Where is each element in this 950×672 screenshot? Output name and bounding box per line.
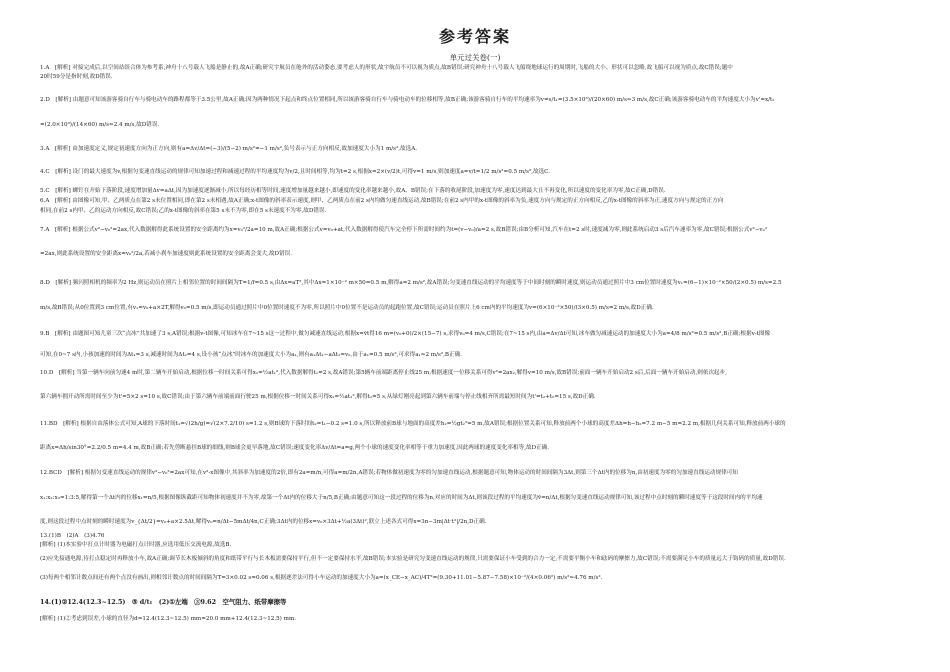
page-title: 参考答案: [438, 27, 511, 46]
answer-line: 度,则这段过程中点时刻的瞬时速度为v_{Δt/2}=v₀+a×2.5Δt,解得v₀=n/Δt−5mΔt/4n,C正确;3Δt内的位移x=v₀×3Δt+½a(3Δt)²,联立上述各式可得x=3n−3m|Δt·t²|/2n,D正确.: [40, 519, 487, 525]
answer-line: 相同,在前2 s内甲、乙的运动方向相反,故C错误;乙的x-t图像的斜率在第5 s末不为零,即在5 s末速度不为零,故D错误.: [40, 208, 327, 214]
answer-line: 3.A [解析] 由加速度定义,规定初速度方向为正方向,则有a=Δv/Δt=(−3)/(5−2) m/s²=−1 m/s²,负号表示与正方向相反,故加速度大小为1 m/s²,故选A.: [40, 146, 418, 152]
answer-line: 第六辆车拥开动所需时间至少为t'=5×2 s=10 s,故C错误;由于第六辆车前端前面行驶25 m,根据位移一时间关系可得x₂=½at₂²,解得t₂=5 s,从绿灯刚亮起到第六辆车前端与停止线相齐所需最短时间为t'=t₂+t₅=15 s,故D正确.: [40, 394, 596, 400]
answer-line: 8.D [解析] 频闪照相机的频率为2 Hz,则运动员在照片上相邻位置的时间间隔为T=1/f=0.5 s,由Δx=aT²,其中Δx=1×10⁻² m×50=0.5 m,解得a=2 m/s²,故A错误;匀变速直线运动的平均速度等于中间时刻的瞬时速度,则运动员通过照片中3 cm位置时速度为v₁=(6−1)×10⁻²×50/(2×0.5) m/s=2.5: [40, 280, 782, 286]
answer-line: 5.C [解析] 螺钉在开始下落阶段,速度增加量Δv=aΔt,因为加速度逐渐减小,所以每经历相等时间,速度增加量越来越小,即速度的变化率越来越小,故A、B错误;在下落的收尾阶段,加速度为零,速度达到最大且不再变化,所以速度的变化率为零,故C正确,D错误.: [40, 188, 666, 194]
answer-line: =(2.0×10³)/(14×60) m/s≈2.4 m/s,故D错误.: [40, 122, 160, 128]
answer-line: 可知,在0~7 s内,小孩加速的时间为Δt₁=3 s,减速时间为Δt₂=4 s,设小孩“点冰”时冰车的加速度大小为a₁,则有a₁Δt₁−aΔt₂=v₀,由于a₁=0.5 m/s²,可求得a₁≈2 m/s²,B正确.: [40, 352, 462, 358]
answer-line: 1.A [解析] 对接完成后,以空间站组合体为参考系,神舟十八号载人飞船是静止的,故A正确;研究宇航员在舱外的活动姿态,要考虑人的形状,故宇航员不可以视为质点,故B错误;研究神舟十八号载人飞船绕地球运行的周期时,飞船的大小、形状可以忽略,故飞船可以视为质点,故C错误;题中: [40, 65, 733, 71]
answer-line: x₁:x₂:x₃=1:3:5,解得第一个Δt内的位移x₁=n/5,根据图像纵截距可知物体初速度并不为零,故第一个Δt内的位移大于n/5,B正确;由题意可知这一段过程的位移为n,对应的时间为Δt,则该段过程的平均速度为v̄=n/Δt,根据匀变速直线运动规律可知,该过程中点时刻的瞬时速度等于这段时间内的平均速: [40, 495, 763, 501]
answer-line: 10.D [解析] 当第一辆车向前匀速4 m时,第二辆车开始启动,根据位移一时间关系可得x₁=½at₁²,代入数据解得t₁=2 s,故A错误;第5辆车前端距离停止线25 m,根据速度一位移关系可得v²=2ax₂,解得v=10 m/s,故B错误;前面一辆车开始启动2 s后,后面一辆车开始启动,则依次起步,: [40, 370, 728, 376]
answer-line: 4.C [解析] 设门的最大速度为v,根据匀变速直线运动的规律可知加速过程和减速过程的平均速度均为v/2,且时间相等,均为t=2 s,根据x=2×(v/2)t,可得v=1 m/s,则加速度a=v/t=1/2 m/s²=0.5 m/s²,故选C.: [40, 169, 551, 175]
answer-line: [解析] (1)②考虑到误差,小球的直径为d=12.4(12.3~12.5) mm=20.0 mm+12.4(12.3~12.5) mm.: [40, 616, 297, 622]
answer-line: 12.BCD [解析] 根据匀变速直线运动的规律v²−v₀²=2ax可知,在v²-x图像中,其斜率为加速度的2倍,即有2a=m/n,可得a=m/2n,A错误;若物体做初速度为零的匀加速直线运动,根据题意可知,物体运动的时间间隔为3Δt,则第三个Δt内的位移为n,由初速度为零的匀加速直线运动规律可知: [40, 470, 738, 476]
answer-line: 13.(1)B (2)A (3)4.76: [40, 533, 105, 539]
answer-line: 14.(1)②12.4(12.3~12.5) ⑤ d/t₁ (2)①左端 ③9.62 空气阻力、纸带摩擦等: [40, 598, 287, 606]
answer-line: 距离x=Δh/sin30°=2.2/0.5 m=4.4 m,故B正确;若先剪断悬挂B球的细线,则B球会更早落地,故C错误;速度变化率Δv/Δt=a=g,两个小球的速度变化率相等于重力加速度,因此两球的速度变化率相等,故D正确.: [40, 445, 550, 451]
answer-line: [解析] (1)本实验中打点计时器为电磁打点计时器,应选用低压交流电源,故选B.: [40, 542, 232, 548]
answer-line: =2ax,则此系统设置的安全距离x=v₀²/2a,若减小刹车加速度则此系统设置的安全距离会变大,故D错误.: [40, 251, 292, 257]
answer-line: (3)每两个相邻计数点间还有两个点没有画出,则相邻计数点的时间间隔为T=3×0.02 s=0.06 s,根据逐差法可得小车运动的加速度大小为a=(x_CE−x_AC)/4T²=(9.30+11.01−5.87−7.58)×10⁻²/(4×0.06²) m/s²≈4.76 m/s².: [40, 575, 603, 581]
page-subtitle: 单元过关卷(一): [449, 53, 501, 62]
answer-line: (2)应先接通电源,待打点稳定时再释放小车,故A正确;调节长木板倾斜的角度和纸带平行与长木板需要保持平行,但不一定要保持水平,故B错误;本实验是研究匀变速直线运动的规律,只需要保证小车受到的合力一定,不需要平衡小车和砝码的摩擦力,故C错误;不需要满足小车的质量远大于钩码的质量,故D错误.: [40, 556, 786, 562]
answer-line: 7.A [解析] 根据公式v²−v₀²=2ax,代入数据解得此系统设置的安全距离约为x=v₀²/2a=10 m,故A正确;根据公式v=v₀+at,代入数据解得使汽车完全停下所需时间约为t=(v−v₀)/a=2 s,故B错误;由B分析可知,汽车在t=2 s时,速度减为零,则此系统启动3 s后汽车速率为零,故C错误;根据公式v²−v₀²: [40, 227, 768, 233]
answer-line: 9.B [解析] 由题图可知儿童三次“点冰”共加速了3 s,A错误;根据v-t图像,可知冰车在7~15 s这一过程中,做匀减速直线运动,根据x=v̄t得16 m=(v₀+0)/2×(15−7) s,求得v₀=4 m/s,C错误;在7~15 s内,由a=Δv/Δt可知,冰车做匀减速运动的加速度大小为a=4/8 m/s²=0.5 m/s²,B正确;根据v-t图像: [40, 331, 771, 337]
answer-line: 6.A [解析] 由图像可知,甲、乙两质点在第2 s末位置相同,即在第2 s末相遇,故A正确;x-t图像的斜率表示速度,则甲、乙两质点在前2 s内均做匀速直线运动,故B错误;在前2 s内甲的x-t图像的斜率为负,速度方向与规定的正方向相反,乙的x-t图像的斜率为正,速度方向与规定的正方向: [40, 198, 724, 204]
answer-line: m/s,故B错误;从0位置到3 cm位置,有v₁=v₀+a×2T,解得v₀=0.5 m/s,即运动员通过照片中0位置时速度不为零,所以照片中0位置不是运动员的起跑位置,故C错误;运动员在照片上6 cm内的平均速度为v=(6×10⁻²×50)/(3×0.5) m/s=2 m/s,故D正确.: [40, 305, 654, 311]
answer-line: 2.D [解析] 由题意可知该游客骑自行车与骑电动车的路程都等于3.5公里,故A正确;因为两种情况下起点和终点位置相同,所以该游客骑自行车与骑电动车的位移相等,故B正确;该游客骑自行车的平均速率为v=s/t₁=(3.5×10³)/(20×60) m/s≈3 m/s,故C正确;该游客骑电动车的平均速度大小为v'=x/t₂: [40, 97, 775, 103]
answer-line: 20时59分是指时刻,故D错误.: [40, 74, 113, 80]
answer-line: 11.BD [解析] 根据自由落体公式可知,A球的下落时间t₁=√(2h/g)=√(2×7.2/10) s=1.2 s,则B球的下落时间t₂=t₁−0.2 s=1.0 s,所以释放前B球与地面的高度差h₂=½gt₂²=5 m,故A错误;根据位置关系可知,释放前两个小球的高度差Δh=h−h₂=7.2 m−5 m=2.2 m,根据几何关系可知,释放前两小球的: [40, 421, 786, 427]
